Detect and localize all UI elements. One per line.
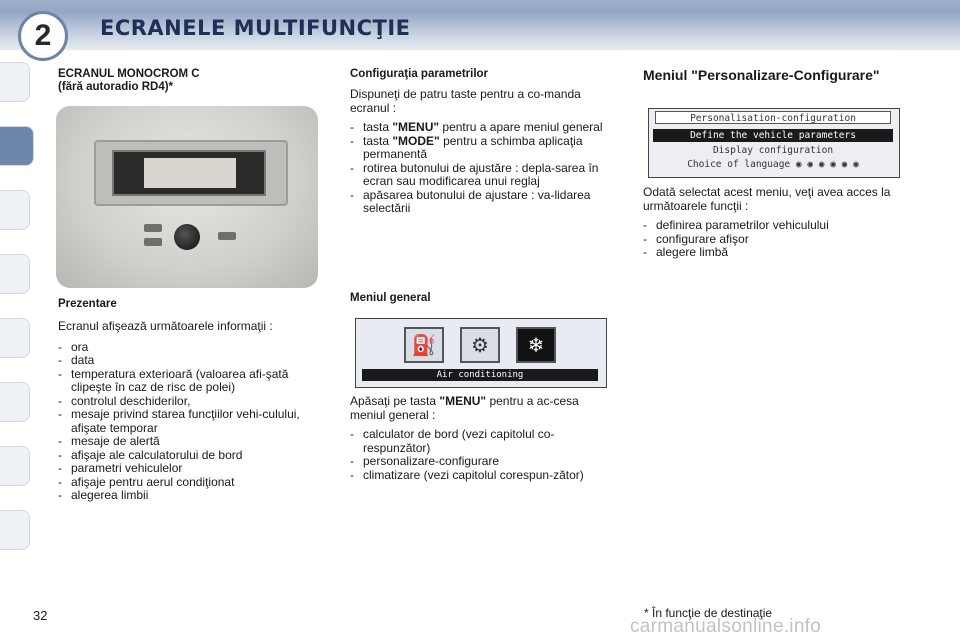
- right-column-body: [643, 186, 905, 260]
- list-item: - tasta "MENU" pentru a apare meniul general: [350, 121, 612, 135]
- list-item: - alegerea limbii: [58, 489, 320, 503]
- general-menu-intro: Apăsaţi pe tasta "MENU" pentru a ac-cesa meniul general :: [350, 394, 579, 422]
- side-tab-1[interactable]: [0, 62, 30, 102]
- personalisation-screen-row: Choice of language ◉ ◉ ◉ ◉ ◉ ◉: [687, 159, 859, 170]
- fuel-pump-icon: ⛽: [404, 327, 444, 363]
- language-flags-icon: ◉ ◉ ◉ ◉ ◉ ◉: [795, 159, 859, 170]
- parameters-config-intro: Dispuneţi de patru taste pentru a co-manda ecranul :: [350, 87, 581, 115]
- left-column-title: [58, 68, 320, 94]
- chapter-title: ECRANELE MULTIFUNCŢIE: [100, 16, 411, 40]
- general-menu-heading: Meniul general: [350, 292, 431, 304]
- adjustment-knob: [174, 224, 200, 250]
- middle-column-bottom: [350, 395, 612, 482]
- side-tab-7[interactable]: [0, 446, 30, 486]
- list-item: - afişaje ale calculatorului de bord: [58, 449, 320, 463]
- footnote: * În funcţie de destinaţie: [644, 606, 773, 620]
- lcd-content: [144, 158, 236, 188]
- chapter-header: [0, 0, 960, 50]
- monochrome-lcd: [112, 150, 266, 196]
- personalisation-intro: Odată selectat acest meniu, veţi avea acces la următoarele funcţii :: [643, 185, 891, 213]
- chapter-number-badge: 2: [18, 11, 68, 61]
- list-item: - personalizare-configurare: [350, 455, 612, 469]
- side-tab-2-active[interactable]: [0, 126, 34, 166]
- general-menu-heading-block: [350, 292, 612, 305]
- personalisation-list: [643, 219, 905, 260]
- page-number: 32: [33, 608, 48, 623]
- control-button: [144, 238, 162, 246]
- side-tab-3[interactable]: [0, 190, 30, 230]
- personalisation-screen-title: Personalisation-configuration: [655, 111, 891, 124]
- personalisation-menu-screen: [648, 108, 900, 178]
- list-item: - data: [58, 354, 320, 368]
- side-tab-8[interactable]: [0, 510, 30, 550]
- list-item: - calculator de bord (vezi capitolul co-respunzător): [350, 428, 612, 455]
- dashboard-display-photo: [56, 106, 318, 288]
- list-item: - definirea parametrilor vehiculului: [643, 219, 905, 233]
- general-menu-selected-label: Air conditioning: [362, 369, 598, 381]
- settings-sliders-icon: ⚙: [460, 327, 500, 363]
- air-conditioning-icon: ❄: [516, 327, 556, 363]
- right-column-top: [643, 68, 905, 83]
- list-item: - parametri vehiculelor: [58, 462, 320, 476]
- presentation-list: [58, 341, 320, 503]
- list-item: - controlul deschiderilor,: [58, 395, 320, 409]
- side-tab-6[interactable]: [0, 382, 30, 422]
- monochrome-screen-title: ECRANUL MONOCROM C: [58, 68, 200, 80]
- side-tab-4[interactable]: [0, 254, 30, 294]
- list-item: - configurare afişor: [643, 233, 905, 247]
- left-column-body: [58, 298, 320, 503]
- presentation-intro: Ecranul afişează următoarele informaţii :: [58, 319, 273, 333]
- chapter-side-tabs: [0, 62, 34, 574]
- monochrome-screen-subtitle: (fără autoradio RD4)*: [58, 81, 174, 93]
- side-tab-5[interactable]: [0, 318, 30, 358]
- general-menu-list: [350, 428, 612, 482]
- list-item: - temperatura exterioară (valoarea afi-şată clipeşte în caz de risc de polei): [58, 368, 320, 395]
- control-button: [218, 232, 236, 240]
- general-menu-screen: [355, 318, 607, 388]
- list-item: - rotirea butonului de ajustăre : depla-sarea în ecran sau modificarea unui reglaj: [350, 162, 612, 189]
- list-item: - apăsarea butonului de ajustare : va-lidarea selectării: [350, 189, 612, 216]
- parameters-config-list: [350, 121, 612, 216]
- list-item: - ora: [58, 341, 320, 355]
- watermark: carmanualsonline.info: [630, 616, 822, 637]
- personalisation-menu-heading: Meniul "Personalizare-Configurare": [643, 67, 880, 83]
- list-item: - mesaje de alertă: [58, 435, 320, 449]
- list-item: - climatizare (vezi capitolul corespun-zător): [350, 469, 612, 483]
- header-shine: [0, 0, 960, 14]
- control-button: [144, 224, 162, 232]
- middle-column-top: [350, 68, 612, 216]
- parameters-config-heading: Configuraţia parametrilor: [350, 68, 489, 80]
- personalisation-screen-row-selected: Define the vehicle parameters: [653, 129, 893, 142]
- list-item: - alegere limbă: [643, 246, 905, 260]
- personalisation-screen-row: Display configuration: [712, 145, 834, 156]
- presentation-heading: Prezentare: [58, 298, 117, 310]
- list-item: - afişaje pentru aerul condiţionat: [58, 476, 320, 490]
- list-item: - mesaje privind starea funcţiilor vehi-culului, afişate temporar: [58, 408, 320, 435]
- list-item: - tasta "MODE" pentru a schimba aplicaţia permanentă: [350, 135, 612, 162]
